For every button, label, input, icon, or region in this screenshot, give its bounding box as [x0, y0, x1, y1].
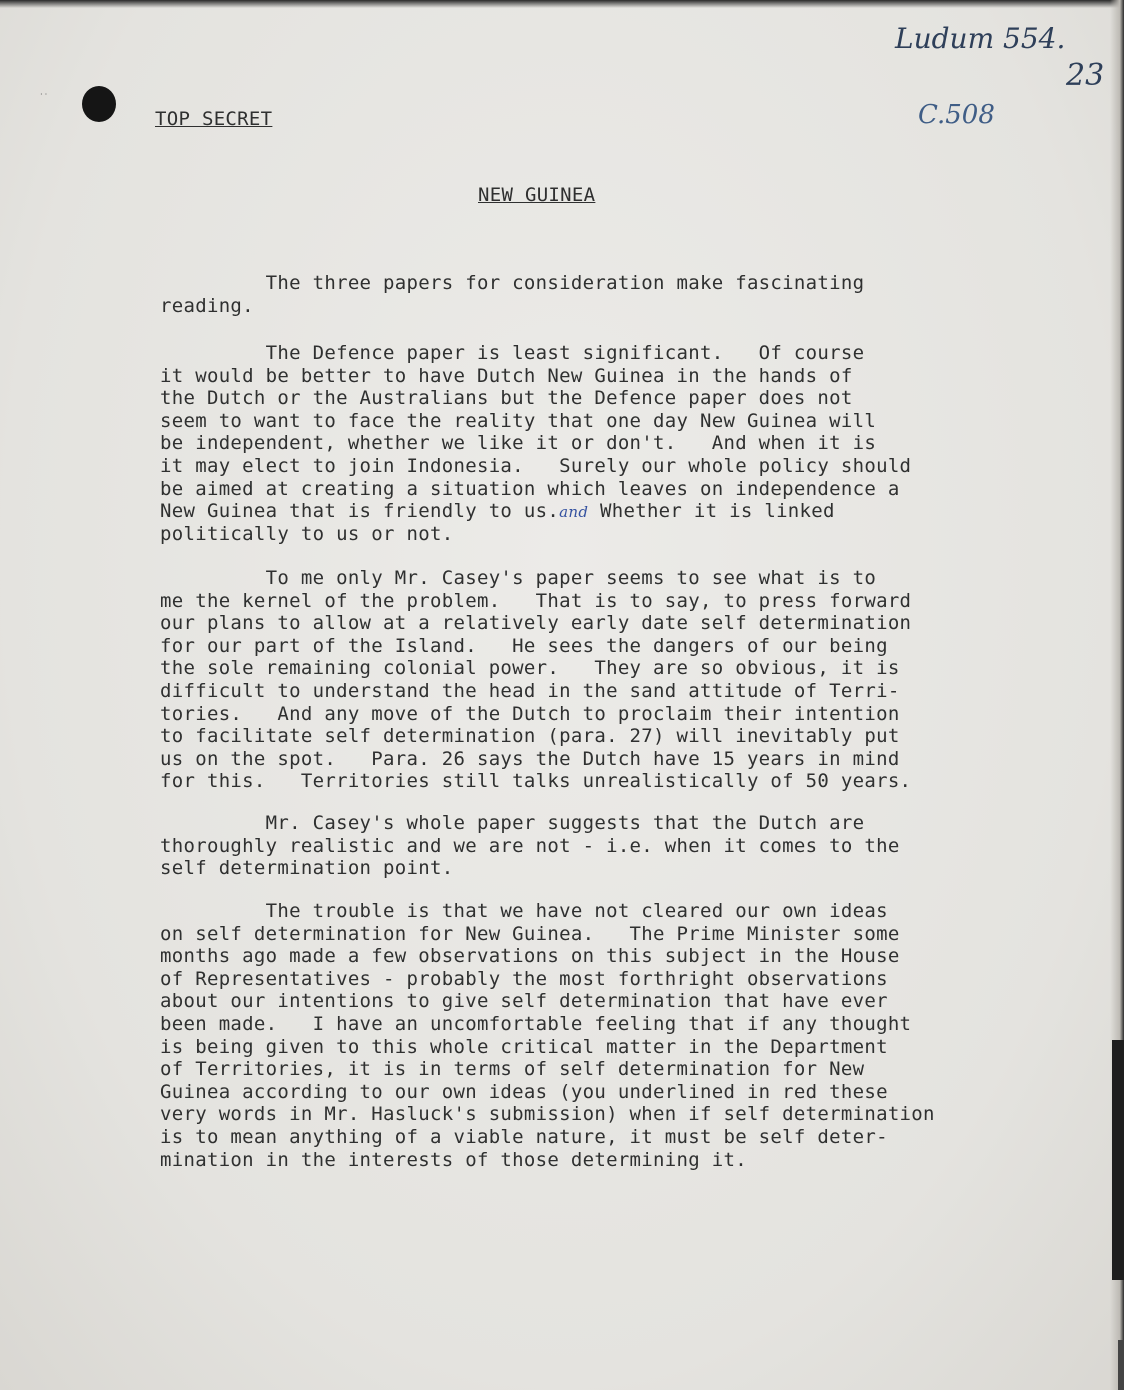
paragraph-line: be independent, whether we like it or don't. And when it is — [160, 432, 877, 455]
security-classification: TOP SECRET — [155, 108, 273, 130]
paragraph-line: of Territories, it is in terms of self determination for New — [160, 1058, 865, 1081]
paragraph-line: us on the spot. Para. 26 says the Dutch have 15 years in mind — [160, 747, 900, 770]
paragraph-5 — [160, 900, 1040, 1171]
paragraph-line: thoroughly realistic and we are not - i.e. when it comes to the — [160, 834, 900, 857]
paragraph-1 — [160, 272, 1040, 317]
scan-edge-tab — [1112, 1040, 1124, 1280]
paragraph-line: is being given to this whole critical matter in the Department — [160, 1035, 888, 1058]
paragraph-line: it may elect to join Indonesia. Surely our whole policy should — [160, 454, 912, 477]
handwritten-c-number: C.508 — [918, 100, 995, 130]
line-text: New Guinea that is friendly to us. — [160, 500, 560, 523]
paragraph-line: Mr. Casey's whole paper suggests that the Dutch are — [160, 812, 865, 834]
scan-top-shadow — [0, 0, 1124, 8]
paragraph-line: on self determination for New Guinea. The Prime Minister some — [160, 922, 900, 945]
paragraph-line: it would be better to have Dutch New Guinea in the hands of — [160, 364, 853, 387]
paragraph-line: is to mean anything of a viable nature, it must be self deter- — [160, 1125, 888, 1148]
paragraph-line: the sole remaining colonial power. They are so obvious, it is — [160, 657, 900, 680]
paragraph-line: about our intentions to give self determination that have ever — [160, 990, 888, 1013]
paragraph-line: difficult to understand the head in the sand attitude of Terri- — [160, 679, 900, 702]
paragraph-line: The Defence paper is least significant. Of course — [160, 342, 865, 364]
paragraph-line: To me only Mr. Casey's paper seems to see what is to — [160, 567, 877, 589]
paragraph-line: seem to want to face the reality that one day New Guinea will — [160, 409, 877, 432]
paragraph-line: reading. — [160, 294, 254, 317]
paragraph-2 — [160, 342, 1040, 545]
paragraph-line: me the kernel of the problem. That is to say, to press forward — [160, 589, 912, 612]
paragraph-line: our plans to allow at a relatively early date self determination — [160, 612, 912, 635]
line-text-tail: Whether it is linked — [599, 500, 835, 523]
paragraph-line: for this. Territories still talks unrealistically of 50 years. — [160, 770, 912, 793]
paragraph-line-with-insertion — [160, 500, 1040, 523]
paragraph-line: very words in Mr. Hasluck's submission) when if self determination — [160, 1103, 935, 1126]
paragraph-line: mination in the interests of those determining it. — [160, 1148, 747, 1171]
paragraph-line: the Dutch or the Australians but the Defence paper does not — [160, 387, 853, 410]
paragraph-line: Guinea according to our own ideas (you underlined in red these — [160, 1080, 888, 1103]
paragraph-line: been made. I have an uncomfortable feeling that if any thought — [160, 1012, 912, 1035]
speck-marks-icon: · · — [40, 90, 48, 99]
paragraph-line: to facilitate self determination (para. 27) will inevitably put — [160, 725, 900, 748]
punch-hole-icon — [82, 86, 116, 122]
scan-edge-corner — [1118, 1340, 1124, 1390]
paragraph-line: be aimed at creating a situation which leaves on independence a — [160, 477, 900, 500]
paragraph-3 — [160, 567, 1040, 793]
paragraph-line: politically to us or not. — [160, 522, 454, 545]
paragraph-line: of Representatives - probably the most forthright observations — [160, 967, 888, 990]
handwritten-insertion: and — [559, 503, 589, 522]
paragraph-line: The three papers for consideration make fascinating — [160, 272, 865, 294]
handwritten-ref-number: Ludum 554. — [895, 22, 1066, 55]
paragraph-line: self determination point. — [160, 857, 454, 880]
handwritten-folio-number: 23 — [1066, 58, 1105, 93]
paragraph-line: for our part of the Island. He sees the dangers of our being — [160, 634, 888, 657]
paragraph-line: months ago made a few observations on this subject in the House — [160, 945, 900, 968]
paragraph-4 — [160, 812, 1040, 880]
paragraph-line: The trouble is that we have not cleared our own ideas — [160, 900, 888, 922]
paragraph-line: tories. And any move of the Dutch to proclaim their intention — [160, 702, 900, 725]
document-title: NEW GUINEA — [478, 184, 596, 206]
